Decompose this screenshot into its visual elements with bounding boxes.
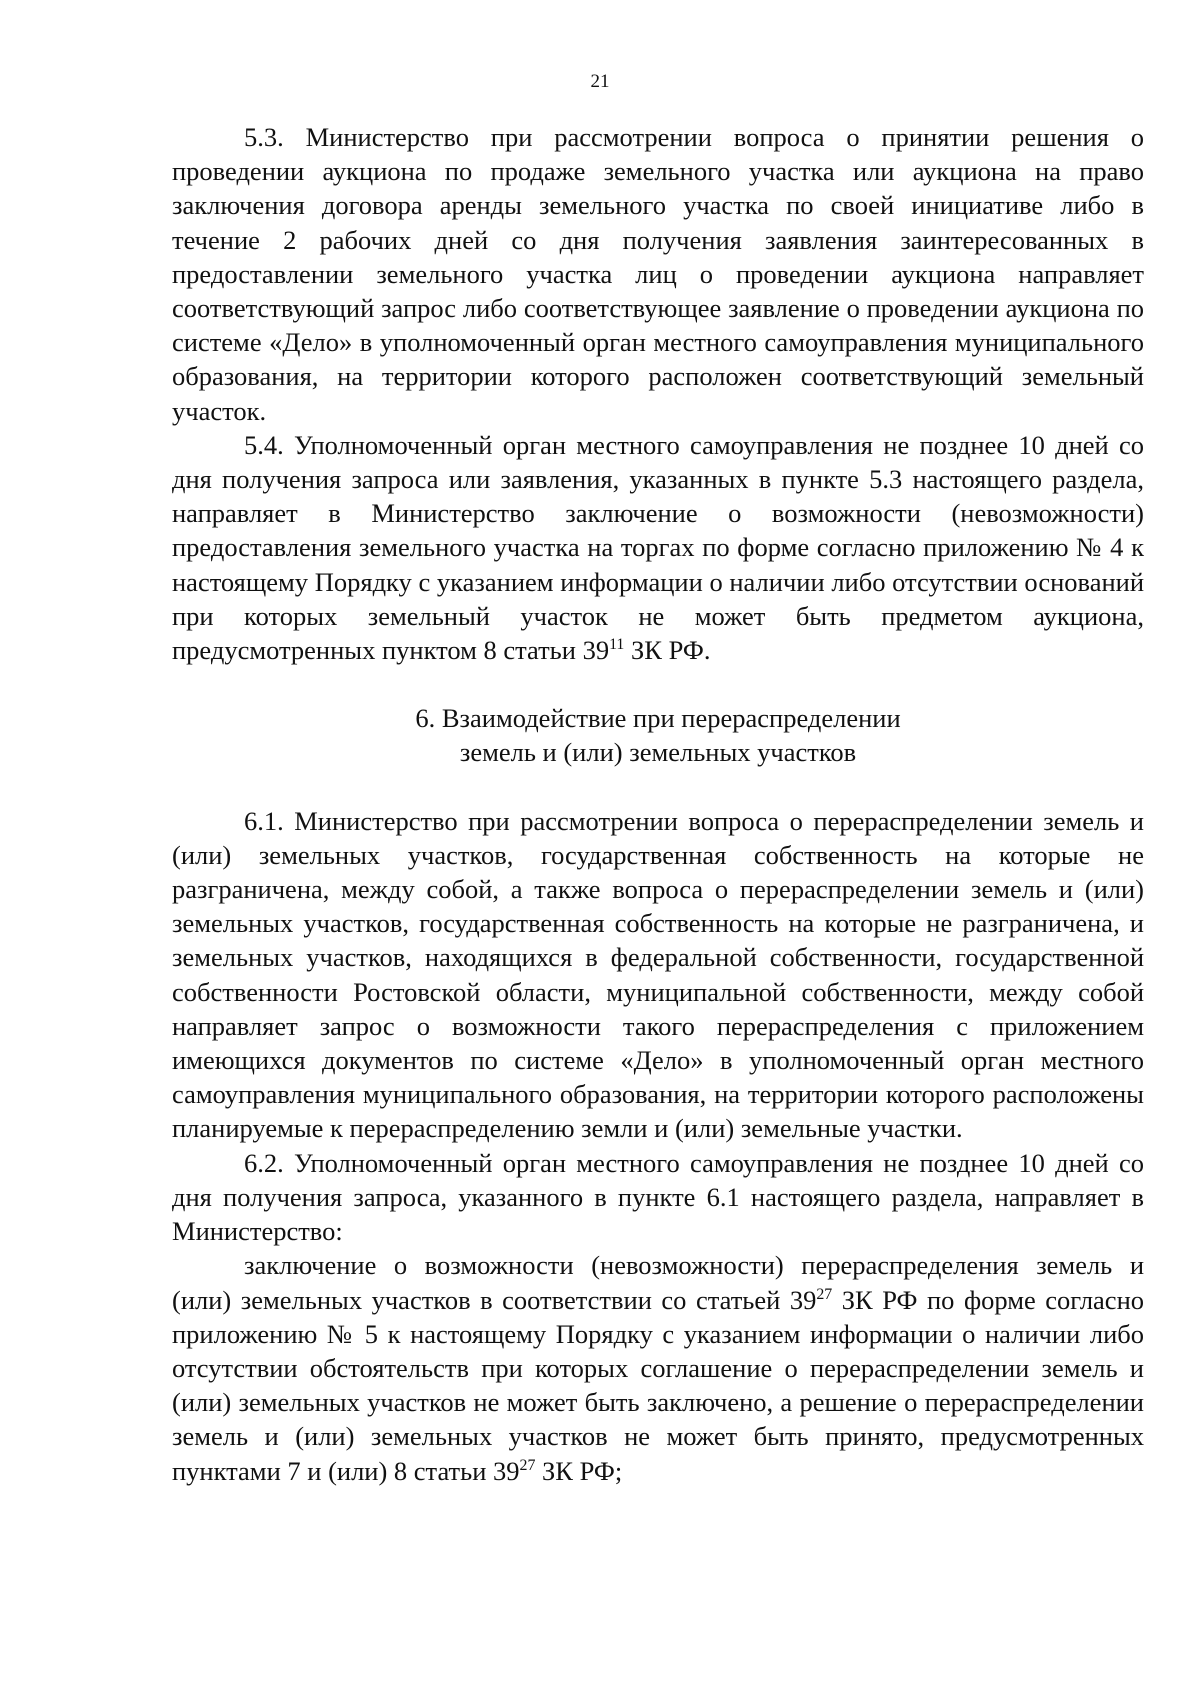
paragraph-5-4 bbox=[172, 428, 1144, 667]
superscript-27-b: 27 bbox=[519, 1456, 536, 1474]
document-body bbox=[172, 120, 1144, 1488]
section-heading-6 bbox=[172, 701, 1144, 769]
section-heading-line-2: земель и (или) земельных участков bbox=[459, 737, 857, 768]
superscript-27-a: 27 bbox=[816, 1285, 833, 1303]
paragraph-5-4-text: 5.4. Уполномоченный орган местного самоуправления не позднее 10 дней со дня получения запроса или заявления, указанных в пункте 5.3 настоящего раздела, направляет в Министерство заключение о возможности (невозможности) предоставления земельного участка на торгах по форме согласно приложению № 4 к настоящему Порядку с указанием информации о наличии либо отсутствии оснований при которых земельный участок не может быть предметом аукциона, предусмотренных пунктом 8 статьи 39 bbox=[172, 429, 1144, 666]
paragraph-6-2-conclusion bbox=[172, 1248, 1144, 1487]
superscript-11: 11 bbox=[609, 636, 625, 654]
paragraph-5-3: 5.3. Министерство при рассмотрении вопроса о принятии решения о проведении аукциона по продаже земельного участка или аукциона на право заключения договора аренды земельного участка по своей инициативе либо в течение 2 рабочих дней со дня получения заявления заинтересованных в предоставлении земельного участка лиц о проведении аукциона направляет соответствующий запрос либо соответствующее заявление о проведении аукциона по системе «Дело» в уполномоченный орган местного самоуправления муниципального образования, на территории которого расположен соответствующий земельный участок. bbox=[172, 122, 1144, 426]
paragraph-6-2-part-2: ЗК РФ по форме согласно приложению № 5 к настоящему Порядку с указанием информации о наличии либо отсутствии обстоятельств при которых соглашение о перераспределении земель и (или) земельных участков не может быть заключено, а решение о перераспределении земель и (или) земельных участков не может быть принято, предусмотренных пунктами 7 и (или) 8 статьи 39 bbox=[172, 1284, 1144, 1486]
paragraph-6-1: 6.1. Министерство при рассмотрении вопроса о перераспределении земель и (или) земельных участков, государственная собственность на которые не разграничена, между собой, а также вопроса о перераспределении земель и (или) земельных участков, государственная собственность на которые не разграничена, и земельных участков, находящихся в федеральной собственности, государственной собственности Ростовской области, муниципальной собственности, между собой направляет запрос о возможности такого перераспределения с приложением имеющихся документов по системе «Дело» в уполномоченный орган местного самоуправления муниципального образования, на территории которого расположены планируемые к перераспределению земли и (или) земельные участки. bbox=[172, 805, 1144, 1144]
paragraph-6-2: 6.2. Уполномоченный орган местного самоуправления не позднее 10 дней со дня получения запроса, указанного в пункте 6.1 настоящего раздела, направляет в Министерство: bbox=[172, 1147, 1144, 1247]
page-number: 21 bbox=[590, 71, 610, 92]
paragraph-6-2-part-1: заключение о возможности (невозможности) перераспределения земель и (или) земельных участков в соответствии со статьей 39 bbox=[172, 1250, 1144, 1315]
section-heading-line-1: 6. Взаимодействие при перераспределении bbox=[415, 703, 901, 734]
paragraph-5-4-tail: ЗК РФ. bbox=[624, 635, 711, 666]
paragraph-6-2-tail: ЗК РФ; bbox=[535, 1455, 623, 1486]
